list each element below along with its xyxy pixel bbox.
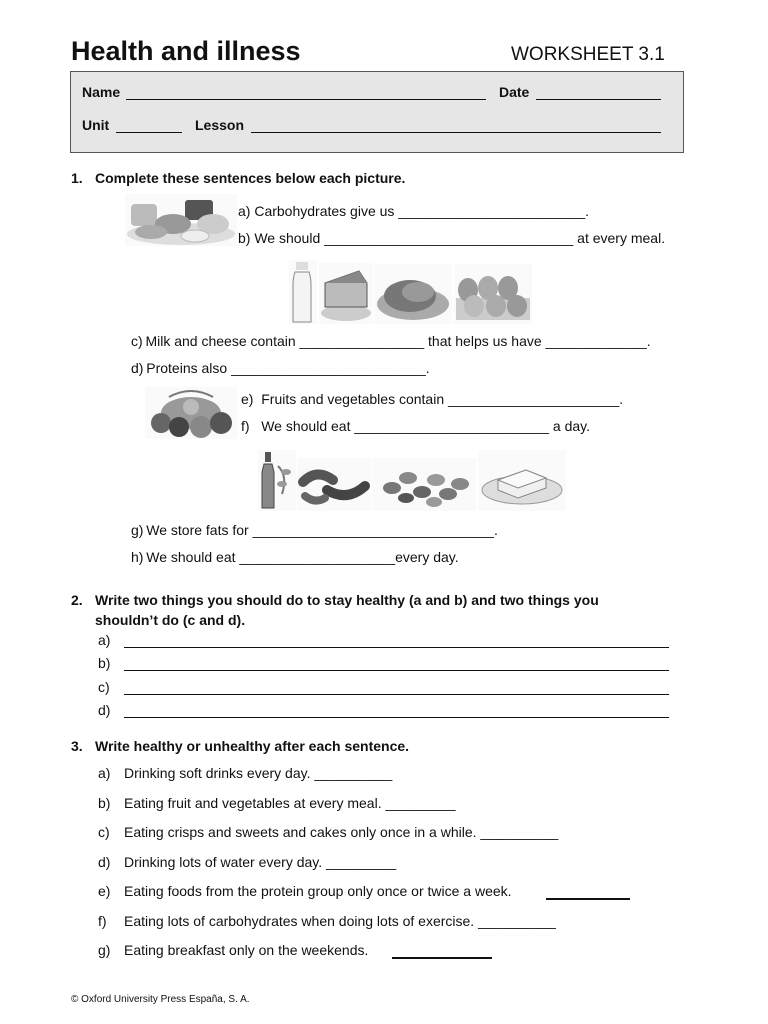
q3-answer-line-g[interactable] bbox=[392, 957, 492, 959]
q3-item-d: Drinking lots of water every day. _________ bbox=[124, 854, 397, 870]
q1-item-g: g) We store fats for _______________________________. bbox=[131, 522, 498, 538]
date-field[interactable] bbox=[536, 99, 661, 100]
worksheet-number: WORKSHEET 3.1 bbox=[511, 44, 665, 65]
fruits-vegetables-photo bbox=[145, 387, 237, 439]
milk-bottle-photo bbox=[289, 260, 317, 324]
q2-label-a: a) bbox=[98, 632, 111, 648]
q2-answer-line-d[interactable] bbox=[124, 717, 669, 718]
q2-instruction-line1: Write two things you should do to stay healthy (a and b) and two things you bbox=[95, 592, 599, 608]
eggs-photo bbox=[454, 264, 532, 324]
page-title: Health and illness bbox=[71, 36, 301, 66]
q2-instruction-line2: shouldn’t do (c and d). bbox=[95, 612, 246, 628]
oil-bottle-olives-photo bbox=[258, 450, 296, 511]
butter-photo bbox=[478, 450, 566, 511]
carbohydrates-photo bbox=[125, 194, 237, 246]
q3-number: 3. bbox=[71, 738, 83, 754]
q3-item-g: Eating breakfast only on the weekends. bbox=[124, 942, 369, 958]
q3-label-d: d) bbox=[98, 854, 111, 870]
q1-item-f: f) We should eat _________________________ a day. bbox=[241, 418, 590, 434]
q3-item-f: Eating lots of carbohydrates when doing lots of exercise. __________ bbox=[124, 913, 556, 929]
q2-number: 2. bbox=[71, 592, 83, 608]
q3-label-b: b) bbox=[98, 795, 111, 811]
q3-label-a: a) bbox=[98, 765, 111, 781]
name-label: Name bbox=[82, 84, 121, 100]
q2-label-b: b) bbox=[98, 655, 111, 671]
q1-item-c: c) Milk and cheese contain ________________ that helps us have _____________. bbox=[131, 333, 651, 349]
q3-label-e: e) bbox=[98, 883, 111, 899]
date-label: Date bbox=[499, 84, 530, 100]
unit-label: Unit bbox=[82, 117, 110, 133]
q1-item-b: b) We should ________________________________ at every meal. bbox=[238, 230, 666, 246]
copyright-footer: © Oxford University Press España, S. A. bbox=[71, 994, 250, 1005]
roast-chicken-photo bbox=[374, 264, 452, 324]
student-info-box bbox=[70, 71, 684, 153]
sausages-photo bbox=[297, 458, 371, 511]
peanuts-photo bbox=[372, 458, 476, 511]
q1-instruction: Complete these sentences below each picture. bbox=[95, 170, 406, 186]
q1-number: 1. bbox=[71, 170, 83, 186]
q2-answer-line-c[interactable] bbox=[124, 694, 669, 695]
q2-label-c: c) bbox=[98, 679, 110, 695]
q3-instruction: Write healthy or unhealthy after each sentence. bbox=[95, 738, 410, 754]
q1-item-d: d) Proteins also _________________________. bbox=[131, 360, 430, 376]
lesson-field[interactable] bbox=[251, 132, 661, 133]
lesson-label: Lesson bbox=[195, 117, 245, 133]
q2-label-d: d) bbox=[98, 702, 111, 718]
q3-label-c: c) bbox=[98, 824, 110, 840]
q2-answer-line-b[interactable] bbox=[124, 670, 669, 671]
q1-item-a: a) Carbohydrates give us ________________________. bbox=[238, 203, 590, 219]
q3-item-e: Eating foods from the protein group only once or twice a week. bbox=[124, 883, 512, 899]
q3-item-b: Eating fruit and vegetables at every meal. _________ bbox=[124, 795, 456, 811]
q2-answer-line-a[interactable] bbox=[124, 647, 669, 648]
unit-field[interactable] bbox=[116, 132, 182, 133]
name-field[interactable] bbox=[126, 99, 486, 100]
q3-answer-line-e[interactable] bbox=[546, 898, 630, 900]
q3-item-a: Drinking soft drinks every day. __________ bbox=[124, 765, 393, 781]
q1-item-h: h) We should eat ____________________every day. bbox=[131, 549, 459, 565]
q3-label-g: g) bbox=[98, 942, 111, 958]
q3-label-f: f) bbox=[98, 913, 107, 929]
q1-item-e: e) Fruits and vegetables contain ______________________. bbox=[241, 391, 624, 407]
cheese-photo bbox=[319, 263, 373, 324]
q3-item-c: Eating crisps and sweets and cakes only once in a while. __________ bbox=[124, 824, 559, 840]
